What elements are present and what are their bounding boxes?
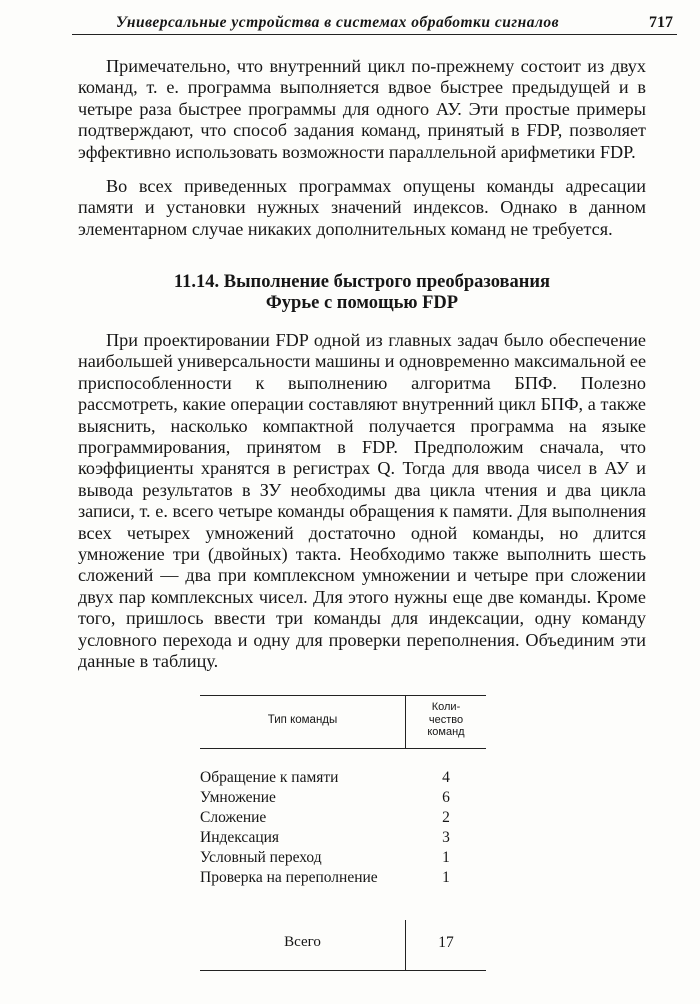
column-header-count: Коли- чество команд [427,701,465,738]
table-header-rule [200,748,486,749]
row-command-count: 4 [442,769,450,786]
running-header [72,6,677,35]
section-heading-line-2: Фурье с помощью FDP [265,293,459,313]
table-row [200,828,486,848]
total-value: 17 [438,934,454,951]
section-heading [78,272,646,314]
row-command-count: 1 [442,869,450,886]
row-command-type: Обращение к памяти [200,769,339,786]
row-command-count: 2 [442,809,450,826]
row-command-count: 6 [442,789,450,806]
row-command-count: 3 [442,829,450,846]
row-command-type: Проверка на переполнение [200,869,378,886]
paragraph-2: Во всех приведенных программах опущены команды адресации памяти и установки нужных значений индексов. Однако в данном элементарном случае никаких дополнительных команд не требуется. [78,176,646,239]
running-title: Универсальные устройства в системах обработки сигналов [116,14,560,31]
row-command-type: Индексация [200,829,280,846]
row-command-count: 1 [442,849,450,866]
table-bottom-rule [200,970,486,971]
table-row [200,808,486,828]
row-command-type: Умножение [200,789,276,806]
table-row [200,788,486,808]
row-command-type: Сложение [200,809,267,826]
column-header-type: Тип команды [267,714,338,726]
command-count-table [200,695,486,973]
page-number: 717 [649,14,673,31]
table-row [200,768,486,788]
total-label: Всего [284,934,321,950]
paragraph-3: При проектировании FDP одной из главных задач было обеспечение наибольшей универсальности машины и одновременно максимальной ее приспособленности к выполнению алгоритма БПФ. Полезно рассмотреть, какие операции составляют внутренний цикл БПФ, а также выяснить, насколько компактной получается программа на языке программирования, принятом в FDP. Предположим сначала, что коэффициенты хранятся в регистрах Q. Тогда для ввода чисел в АУ и вывода результатов в ЗУ необходимы два цикла чтения и два цикла записи, т. е. всего четыре команды обращения к памяти. Для выполнения всех четырех умножений достаточно одной команды, но длится умножение три (двойных) такта. Необходимо также выполнить шесть сложений — два при комплексном умножении и четыре при сложении двух пар комплексных чисел. Для этого нужны еще две команды. Кроме того, пришлось ввести три команды для индексации, одну команду условного перехода и одну для проверки переполнения. Объединим эти данные в таблицу. [78,330,647,672]
table-body [200,768,486,888]
table-row [200,848,486,868]
paragraph-1: Примечательно, что внутренний цикл по-прежнему состоит из двух команд, т. е. программа выполняется вдвое быстрее предыдущей и в четыре раза быстрее программы для одного АУ. Эти простые примеры подтверждают, что способ задания команд, принятый в FDP, позволяет эффективно использовать возможности параллельной арифметики FDP. [78,56,646,162]
section-heading-line-1: 11.14. Выполнение быстрого преобразования [173,272,551,292]
table-row [200,868,486,888]
row-command-type: Условный переход [200,849,322,866]
table-top-rule [200,695,486,696]
